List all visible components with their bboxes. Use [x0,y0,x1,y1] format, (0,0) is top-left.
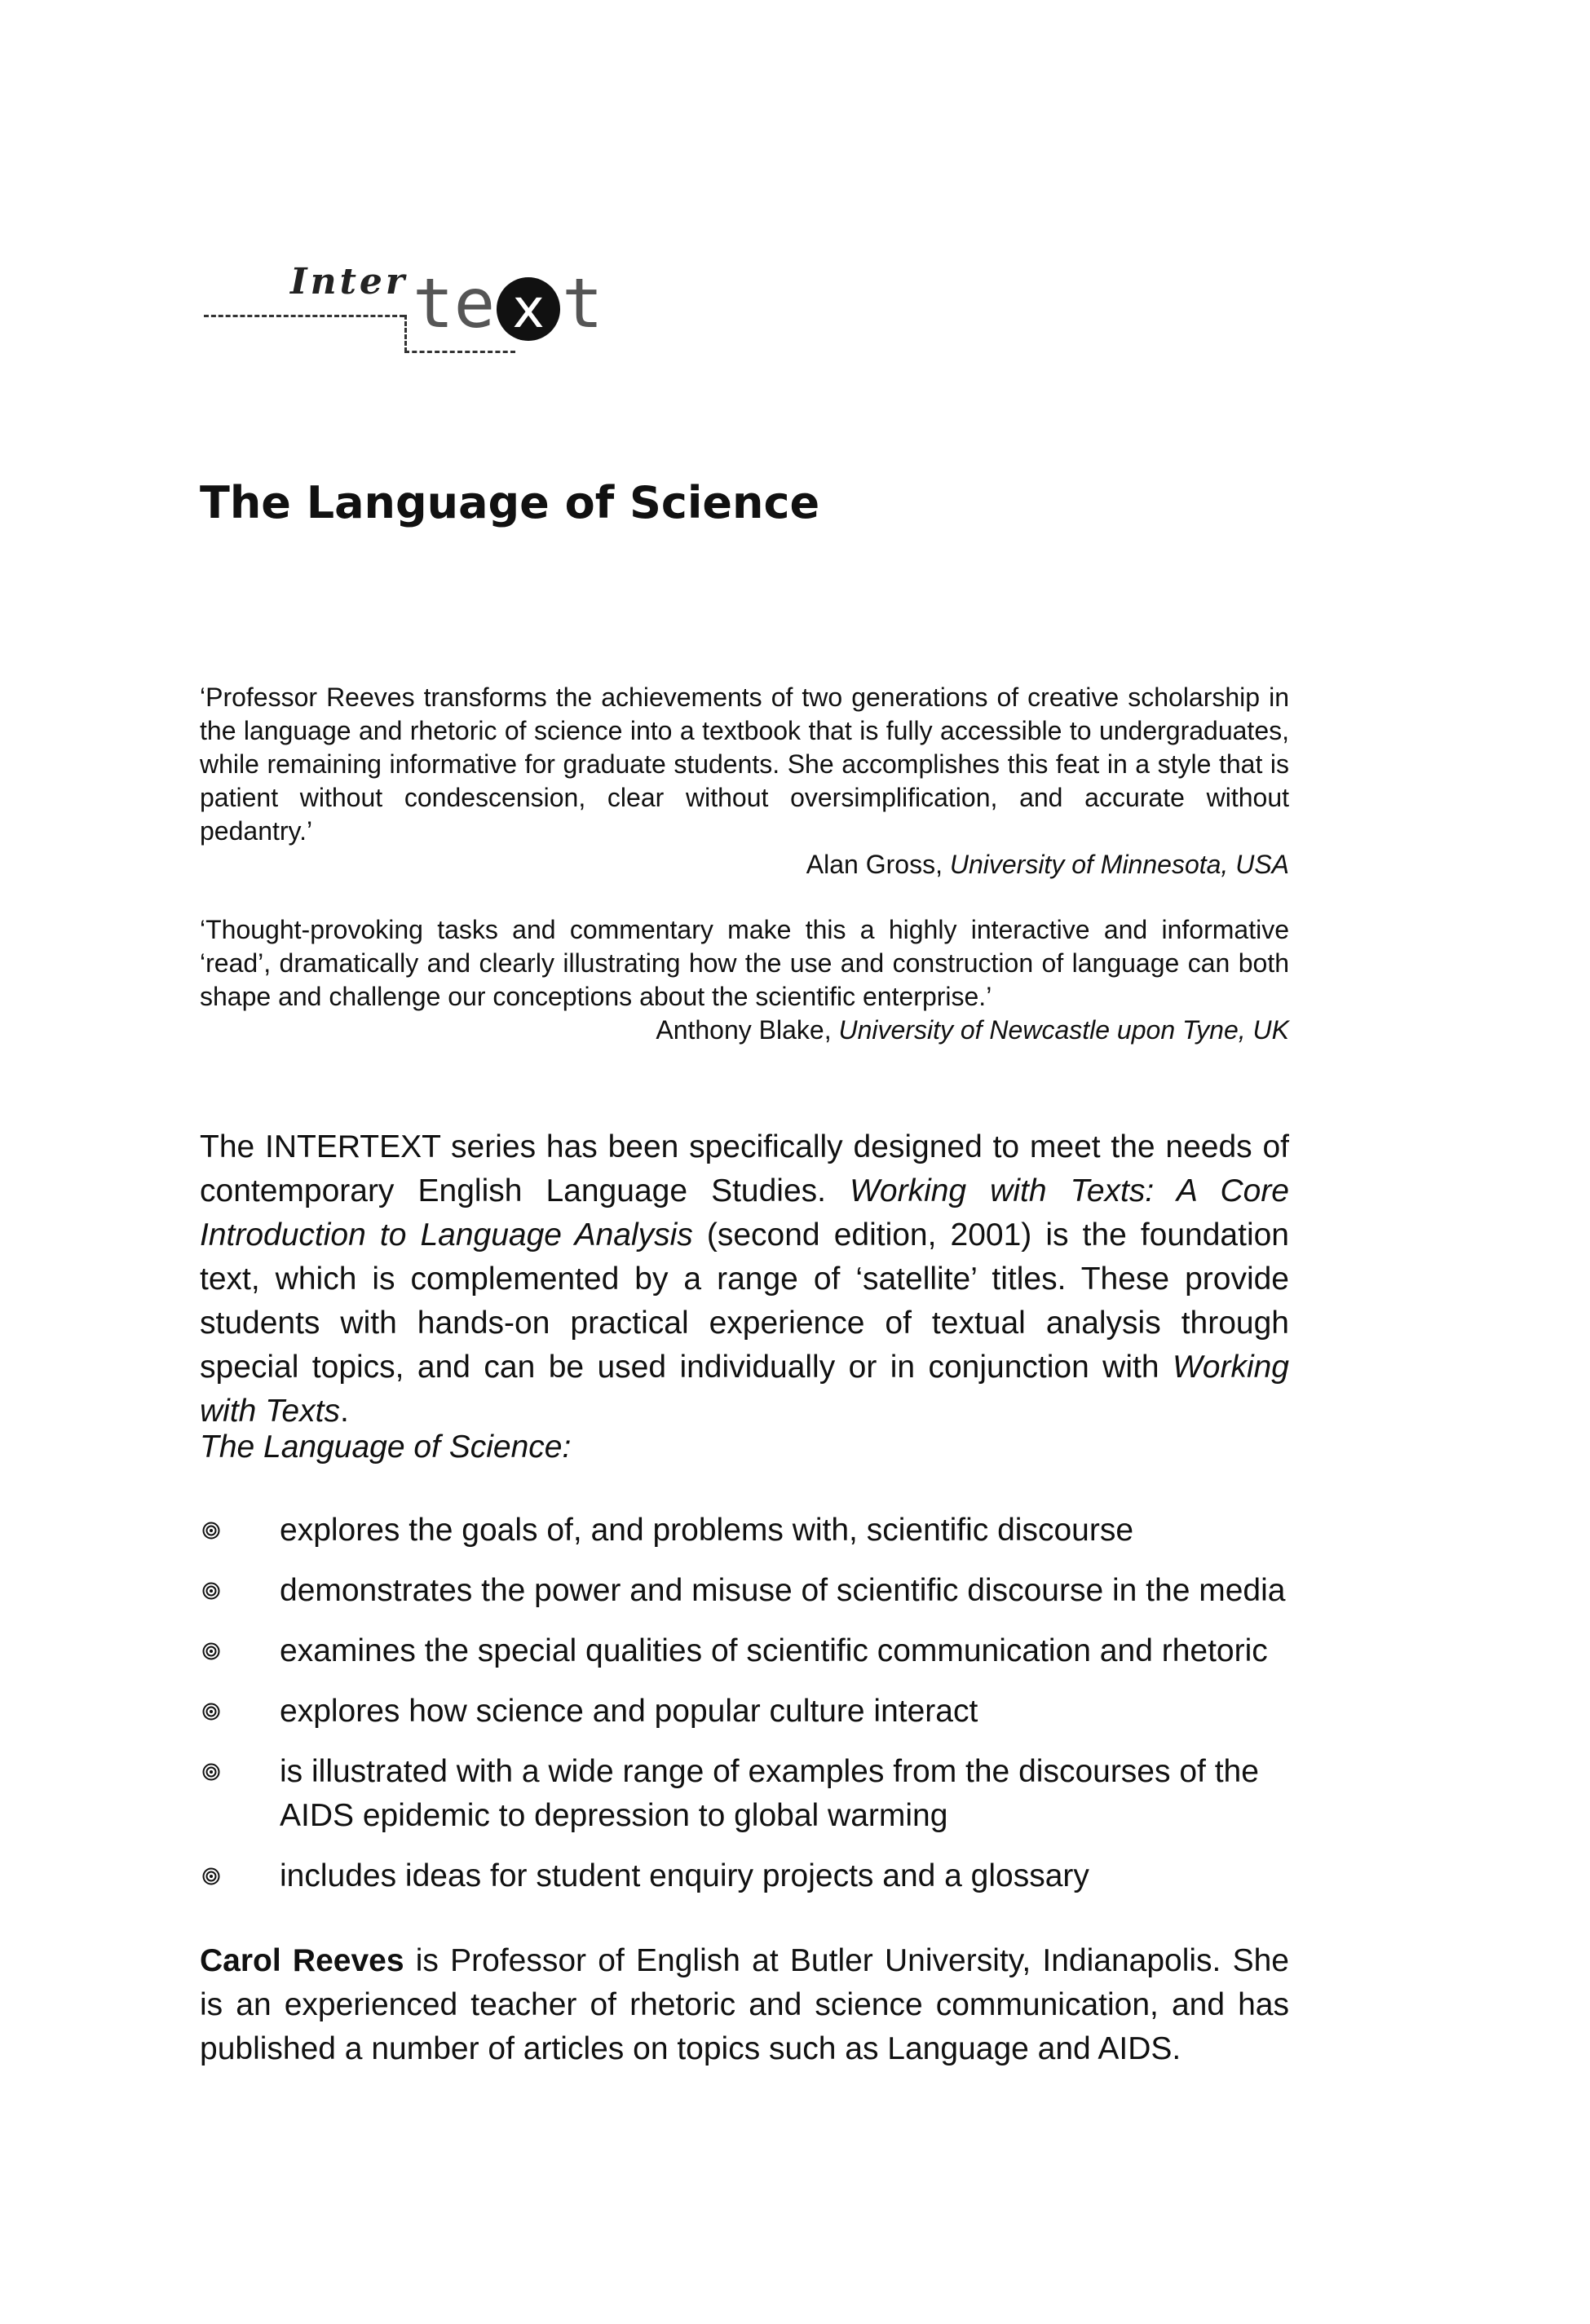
endorsement-quote [200,913,1289,1047]
logo-dashed-line [204,315,404,317]
author-bio-paragraph [200,1939,1289,2071]
spiral-bullet-icon [202,1642,220,1660]
logo-x-circle-icon: x [497,277,560,341]
list-item [200,1629,1289,1673]
quote-attribution [200,1014,1289,1047]
page-title: The Language of Science [200,477,820,528]
logo-text-word [413,263,603,343]
quote-text: ‘Professor Reeves transforms the achievements of two generations of creative scholarship in the language and rhetoric of science into a textbook that is fully accessible to undergraduates, while remaining informative for graduate students. She accomplishes this feat in a style that is patient without condescension, clear without oversimplification, and accurate without pedantry.’ [200,683,1289,846]
spiral-bullet-icon [202,1867,220,1885]
intro-text: The INTERTEXT series has been specifically designed to meet the needs of contemporary English Language Studies. [200,1129,1289,1208]
endorsement-quote [200,681,1289,881]
quote-author: Alan Gross, [806,850,943,879]
logo-inter-word: Inter [290,261,409,303]
author-bio-text: is Professor of English at Butler University, Indianapolis. She is an experienced teacher of rhetoric and science communication, and has published a number of articles on topics such as Language and AIDS. [200,1943,1289,2066]
intro-text: . [339,1394,349,1429]
list-item [200,1569,1289,1613]
list-item-text: demonstrates the power and misuse of scientific discourse in the media [280,1573,1286,1608]
logo-dashed-line [404,351,515,353]
book-heading: The Language of Science: [200,1429,572,1465]
spiral-bullet-icon [202,1703,220,1721]
author-name: Carol Reeves [200,1943,404,1978]
list-item [200,1690,1289,1734]
spiral-bullet-icon [202,1582,220,1600]
list-item-text: examines the special qualities of scientific communication and rhetoric [280,1633,1268,1668]
logo-dashed-line [404,315,407,352]
list-item [200,1750,1289,1838]
list-item-text: explores how science and popular culture interact [280,1694,978,1729]
series-intro-paragraph [200,1125,1289,1434]
quote-attribution [200,848,1289,881]
quote-institution: University of Newcastle upon Tyne, UK [838,1015,1289,1045]
spiral-bullet-icon [202,1763,220,1781]
intertext-series-logo [204,245,660,375]
quote-text: ‘Thought-provoking tasks and commentary make this a highly interactive and informative ‘read’, dramatically and clearly illustrating how the use and construction of language can both shape and challenge our conceptions about the scientific enterprise.’ [200,915,1289,1011]
quote-institution: University of Minnesota, USA [949,850,1289,879]
spiral-bullet-icon [202,1522,220,1540]
quote-author: Anthony Blake, [656,1015,832,1045]
logo-text-suffix: t [562,263,603,343]
logo-text-prefix: te [413,263,496,343]
list-item [200,1854,1289,1898]
intro-book-title: Working with Texts [200,1350,1289,1429]
intro-book-title: Working with Texts: A Core Introduction to Language Analysis [200,1173,1289,1253]
list-item-text: is illustrated with a wide range of examples from the discourses of the AIDS epidemic to depression to global warming [280,1754,1259,1833]
list-item-text: explores the goals of, and problems with, scientific discourse [280,1513,1134,1548]
intro-text: (second edition, 2001) is the foundation text, which is complemented by a range of ‘satellite’ titles. These provide students with hands-on practical experience of textual analysis through special topics, and can be used individually or in conjunction with [200,1217,1289,1385]
feature-list [200,1509,1289,1915]
list-item-text: includes ideas for student enquiry projects and a glossary [280,1858,1089,1893]
list-item [200,1509,1289,1553]
